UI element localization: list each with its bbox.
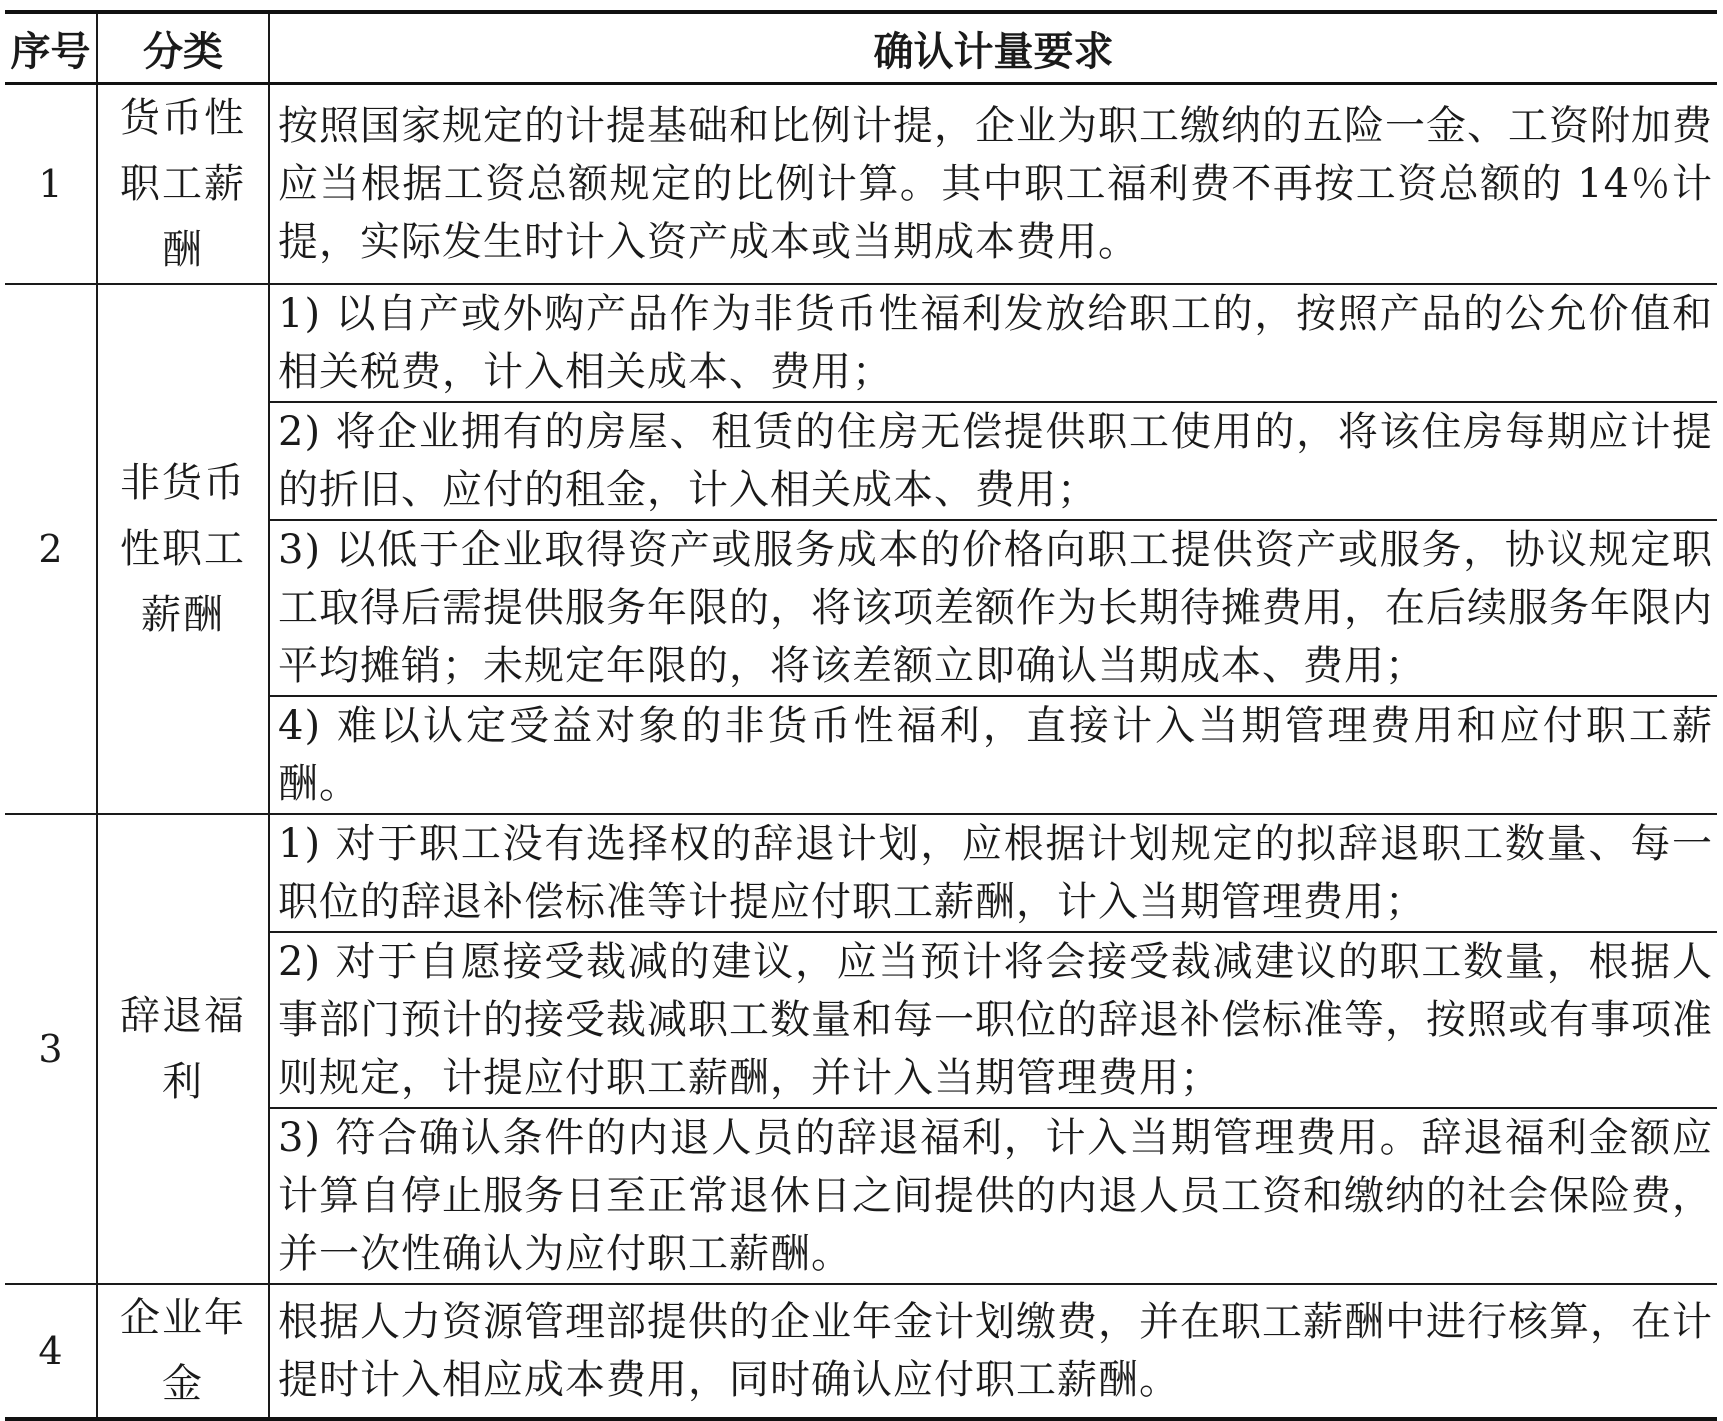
header-index: 序号 xyxy=(5,12,97,84)
requirement-cell: 3) 符合确认条件的内退人员的辞退福利，计入当期管理费用。辞退福利金额应计算自停止服务日至正常退休日之间提供的内退人员工资和缴纳的社会保险费，并一次性确认为应付职工薪酬。 xyxy=(269,1108,1717,1284)
requirement-cell: 4) 难以认定受益对象的非货币性福利，直接计入当期管理费用和应付职工薪酬。 xyxy=(269,696,1717,814)
row-index: 1 xyxy=(5,84,97,285)
requirement-cell: 根据人力资源管理部提供的企业年金计划缴费，并在职工薪酬中进行核算，在计提时计入相应成本费用，同时确认应付职工薪酬。 xyxy=(269,1284,1717,1419)
row-index: 2 xyxy=(5,284,97,814)
header-requirement: 确认计量要求 xyxy=(269,12,1717,84)
row-category: 企业年金 xyxy=(97,1284,269,1419)
header-row xyxy=(5,12,1717,84)
requirement-cell: 2) 对于自愿接受裁减的建议，应当预计将会接受裁减建议的职工数量，根据人事部门预计的接受裁减职工数量和每一职位的辞退补偿标准等，按照或有事项准则规定，计提应付职工薪酬，并计入当期管理费用； xyxy=(269,932,1717,1108)
row-category: 非货币性职工薪酬 xyxy=(97,284,269,814)
table-row xyxy=(5,284,1717,402)
row-category: 辞退福利 xyxy=(97,814,269,1284)
row-index: 4 xyxy=(5,1284,97,1419)
requirement-cell: 3) 以低于企业取得资产或服务成本的价格向职工提供资产或服务，协议规定职工取得后需提供服务年限的，将该项差额作为长期待摊费用，在后续服务年限内平均摊销；未规定年限的，将该差额立即确认当期成本、费用； xyxy=(269,520,1717,696)
requirement-cell: 1) 以自产或外购产品作为非货币性福利发放给职工的，按照产品的公允价值和相关税费，计入相关成本、费用； xyxy=(269,284,1717,402)
requirement-cell: 2) 将企业拥有的房屋、租赁的住房无偿提供职工使用的，将该住房每期应计提的折旧、应付的租金，计入相关成本、费用； xyxy=(269,402,1717,520)
requirement-cell: 1) 对于职工没有选择权的辞退计划，应根据计划规定的拟辞退职工数量、每一职位的辞退补偿标准等计提应付职工薪酬，计入当期管理费用； xyxy=(269,814,1717,932)
row-category: 货币性职工薪酬 xyxy=(97,84,269,285)
table-row xyxy=(5,814,1717,932)
header-category: 分类 xyxy=(97,12,269,84)
requirement-cell: 按照国家规定的计提基础和比例计提，企业为职工缴纳的五险一金、工资附加费应当根据工资总额规定的比例计算。其中职工福利费不再按工资总额的 14％计提，实际发生时计入资产成本或当期成本费用。 xyxy=(269,84,1717,285)
row-index: 3 xyxy=(5,814,97,1284)
table-row xyxy=(5,1284,1717,1419)
table-row xyxy=(5,84,1717,285)
employee-compensation-table xyxy=(5,10,1717,1421)
